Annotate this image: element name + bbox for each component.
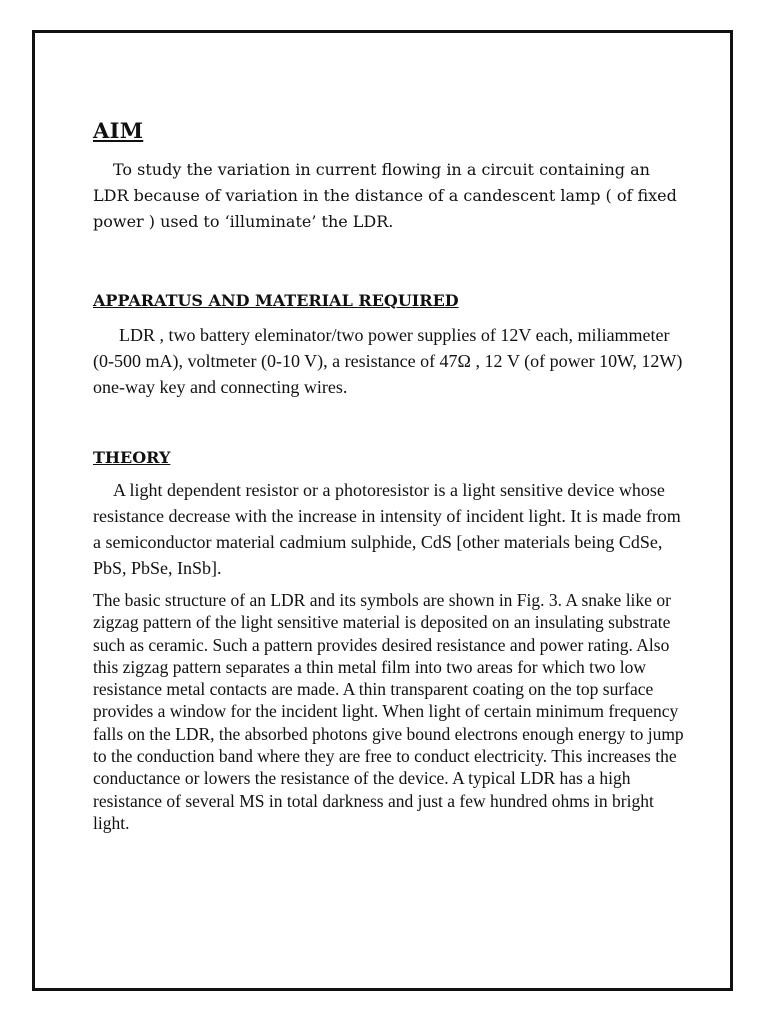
aim-section [93, 118, 685, 235]
apparatus-section [93, 291, 685, 400]
apparatus-text: LDR , two battery eleminator/two power supplies of 12V each, miliammeter (0-500 mA), voltmeter (0-10 V), a resistance of 47Ω , 12 V (of power 10W, 12W) one-way key and connecting wires. [93, 325, 683, 397]
theory-paragraph-2: The basic structure of an LDR and its symbols are shown in Fig. 3. A snake like or zigzag pattern of the light sensitive material is deposited on an insulating substrate such as ceramic. Such a pattern provides desired resistance and power rating. Also this zigzag pattern separates a thin metal film into two areas for which two low resistance metal contacts are made. A thin transparent coating on the top surface provides a window for the incident light. When light of certain minimum frequency falls on the LDR, the absorbed photons give bound electrons enough energy to jump to the conduction band where they are free to conduct electricity. This increases the conductance or lowers the resistance of the device. A typical LDR has a high resistance of several MS in total darkness and just a few hundred ohms in bright light. [93, 590, 684, 833]
aim-heading: AIM [93, 118, 144, 143]
apparatus-heading: APPARATUS AND MATERIAL REQUIRED [93, 291, 459, 310]
document-body [93, 118, 685, 834]
theory-paragraph-1: A light dependent resistor or a photoresistor is a light sensitive device whose resistance decrease with the increase in intensity of incident light. It is made from a semiconductor material cadmium sulphide, CdS [other materials being CdSe, PbS, PbSe, InSb]. [93, 480, 681, 578]
theory-section [93, 448, 685, 834]
theory-heading: THEORY [93, 448, 171, 467]
aim-text: To study the variation in current flowing in a circuit containing an LDR because of variation in the distance of a candescent lamp ( of fixed power ) used to ‘illuminate’ the LDR. [93, 160, 677, 231]
